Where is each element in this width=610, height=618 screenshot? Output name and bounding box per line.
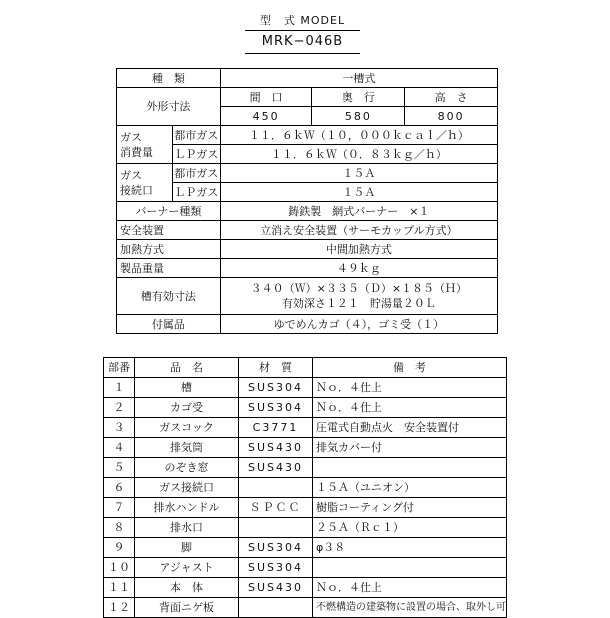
- part-name: 脚: [135, 538, 239, 558]
- part-name: 槽: [135, 378, 239, 398]
- part-name: のぞき窓: [135, 458, 239, 478]
- safety-label: 安全装置: [117, 221, 221, 240]
- part-no: ３: [104, 418, 135, 438]
- part-no: ７: [104, 498, 135, 518]
- spec-row-weight: [117, 259, 498, 278]
- table-row: [104, 518, 507, 538]
- lp-gas-label: ＬＰガス: [172, 145, 220, 164]
- tank-label: 槽有効寸法: [117, 278, 221, 315]
- dims-header-depth: 奥 行: [312, 88, 405, 107]
- tank-value-dimensions: ３４０（Ｗ）×３３５（Ｄ）×１８５（Ｈ）: [250, 282, 468, 295]
- parts-header-name: 品 名: [135, 358, 239, 378]
- table-row: [104, 398, 507, 418]
- table-row: [104, 558, 507, 578]
- part-note: Ｎｏ．４仕上: [312, 378, 506, 398]
- model-label: 型 式 MODEL: [245, 12, 360, 31]
- part-material: SUS304: [238, 538, 312, 558]
- part-no: １: [104, 378, 135, 398]
- heating-label: 加熱方式: [117, 240, 221, 259]
- model-box: [245, 12, 360, 54]
- table-row: [104, 378, 507, 398]
- part-name: 排水ハンドル: [135, 498, 239, 518]
- part-note: Ｎｏ．４仕上: [312, 578, 506, 598]
- part-name: カゴ受: [135, 398, 239, 418]
- part-material: SUS304: [238, 398, 312, 418]
- dims-value-width: 450: [220, 107, 312, 126]
- spec-row-safety: [117, 221, 498, 240]
- parts-header-material: 材 質: [238, 358, 312, 378]
- parts-table: [103, 357, 507, 618]
- part-name: アジャスト: [135, 558, 239, 578]
- table-row: [104, 578, 507, 598]
- spec-row-tank: [117, 278, 498, 315]
- part-no: ４: [104, 438, 135, 458]
- table-row: [104, 458, 507, 478]
- part-material: [238, 598, 312, 618]
- city-gas-label: 都市ガス: [172, 126, 220, 145]
- part-no: ２: [104, 398, 135, 418]
- part-no: １０: [104, 558, 135, 578]
- spec-row-connection-lp: [117, 183, 498, 202]
- part-material: [238, 518, 312, 538]
- table-row: [104, 598, 507, 618]
- gas-consumption-label-2: 消費量: [120, 145, 153, 159]
- part-note: 不燃構造の建築物に設置の場合、取外し可: [312, 598, 506, 618]
- part-material: SUS304: [238, 378, 312, 398]
- part-no: ８: [104, 518, 135, 538]
- accessory-value: ゆでめんカゴ（４），ゴミ受（１）: [220, 315, 497, 334]
- gas-consumption-label-1: ガス: [120, 130, 142, 144]
- part-no: １１: [104, 578, 135, 598]
- model-value: MRK−046B: [245, 31, 360, 54]
- part-note: 樹脂コーティング付: [312, 498, 506, 518]
- part-note: ２５Ａ（Ｒｃ１）: [312, 518, 506, 538]
- tank-value: [220, 278, 497, 315]
- part-note: Ｎｏ．４仕上: [312, 398, 506, 418]
- part-no: ５: [104, 458, 135, 478]
- tank-value-capacity: 有効深さ１２１ 貯湯量２０Ｌ: [281, 297, 436, 310]
- weight-label: 製品重量: [117, 259, 221, 278]
- dims-label: 外形寸法: [117, 88, 221, 126]
- dims-value-depth: 580: [312, 107, 405, 126]
- part-no: ６: [104, 478, 135, 498]
- table-row: [104, 418, 507, 438]
- accessory-label: 付属品: [117, 315, 221, 334]
- spec-row-type: [117, 69, 498, 88]
- gas-connection-label-2: 接続口: [120, 183, 153, 197]
- part-material: C3771: [238, 418, 312, 438]
- part-name: 本 体: [135, 578, 239, 598]
- burner-label: バーナー種類: [117, 202, 221, 221]
- type-value: 一槽式: [220, 69, 497, 88]
- part-name: 排気筒: [135, 438, 239, 458]
- spec-table: [116, 68, 498, 334]
- lp-gas-label-2: ＬＰガス: [172, 183, 220, 202]
- part-material: SUS430: [238, 438, 312, 458]
- spec-row-connection-city: [117, 164, 498, 183]
- connection-lp-value: １５Ａ: [220, 183, 497, 202]
- spec-row-accessory: [117, 315, 498, 334]
- part-name: 排水口: [135, 518, 239, 538]
- dims-header-height: 高 さ: [405, 88, 498, 107]
- dims-value-height: 800: [405, 107, 498, 126]
- spec-row-consumption-city: [117, 126, 498, 145]
- spec-row-burner: [117, 202, 498, 221]
- safety-value: 立消え安全装置（サーモカップル方式）: [220, 221, 497, 240]
- part-note: 圧電式自動点火 安全装置付: [312, 418, 506, 438]
- part-name: ガス接続口: [135, 478, 239, 498]
- burner-value: 鋳鉄製 網式バーナー ×１: [220, 202, 497, 221]
- type-label: 種 類: [117, 69, 221, 88]
- gas-consumption-label: [117, 126, 173, 164]
- parts-header-no: 部番: [104, 358, 135, 378]
- part-note: [312, 458, 506, 478]
- connection-city-value: １５Ａ: [220, 164, 497, 183]
- part-note: [312, 558, 506, 578]
- part-note: φ３８: [312, 538, 506, 558]
- table-row: [104, 538, 507, 558]
- part-no: ９: [104, 538, 135, 558]
- part-no: １２: [104, 598, 135, 618]
- spec-row-dims-header: [117, 88, 498, 107]
- parts-body: [104, 378, 507, 618]
- heating-value: 中間加熱方式: [220, 240, 497, 259]
- part-name: ガスコック: [135, 418, 239, 438]
- part-material: ＳＰＣＣ: [238, 498, 312, 518]
- parts-header-row: [104, 358, 507, 378]
- spec-row-heating: [117, 240, 498, 259]
- dims-header-width: 間 口: [220, 88, 312, 107]
- table-row: [104, 478, 507, 498]
- gas-connection-label: [117, 164, 173, 202]
- consumption-city-value: １１．６ｋＷ（１０，０００ｋｃａｌ／ｈ）: [220, 126, 497, 145]
- part-note: 排気カバー付: [312, 438, 506, 458]
- part-material: SUS304: [238, 558, 312, 578]
- part-note: １５Ａ（ユニオン）: [312, 478, 506, 498]
- part-name: 背面ニゲ板: [135, 598, 239, 618]
- table-row: [104, 438, 507, 458]
- weight-value: ４９ｋｇ: [220, 259, 497, 278]
- consumption-lp-value: １１．６ｋＷ（０．８３ｋｇ／ｈ）: [220, 145, 497, 164]
- parts-header-note: 備 考: [312, 358, 506, 378]
- city-gas-label-2: 都市ガス: [172, 164, 220, 183]
- part-material: [238, 478, 312, 498]
- table-row: [104, 498, 507, 518]
- gas-connection-label-1: ガス: [120, 168, 142, 182]
- spec-row-consumption-lp: [117, 145, 498, 164]
- part-material: SUS430: [238, 458, 312, 478]
- part-material: SUS430: [238, 578, 312, 598]
